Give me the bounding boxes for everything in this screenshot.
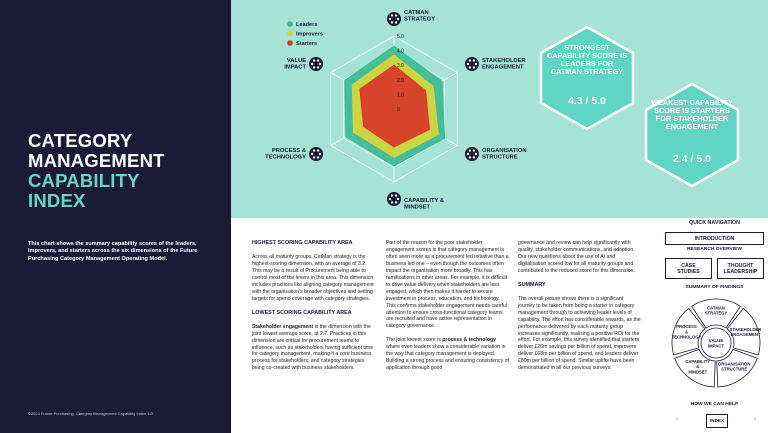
- strongest-score-value: 4.3 / 5.0: [568, 95, 606, 107]
- findings-wheel[interactable]: [670, 297, 762, 389]
- wheel-segment-label: ORGANISATION STRUCTURE: [718, 361, 751, 372]
- nav-research-overview-label: RESEARCH OVERVIEW: [686, 247, 743, 252]
- footer-note: ©2024 Future Purchasing. Category Management Capability Index 1.0: [28, 411, 153, 416]
- weakest-score-label: WEAKEST CAPABILITY SCORE IS STARTERS FOR STAKEHOLDER ENGAGEMENT: [651, 98, 733, 131]
- title-line-2: MANAGEMENT: [28, 150, 165, 171]
- lowest-scoring-rest: is the dimension with the joint lowest average score, at 2.7. Practices in this dimension are critical for procurement teams to influence, such as stakeholders having sufficient time for category management, making it a core business process for stakeholders, and category strategies being co-created with business stakeholders.: [252, 323, 374, 372]
- article-body: [231, 218, 661, 433]
- wheel-segment-label: CATMAN STRATEGY: [704, 305, 728, 316]
- article-column-1: [252, 240, 375, 379]
- lowest-scoring-text: [252, 324, 375, 373]
- article-column-3: [518, 240, 641, 379]
- axis-label: STAKEHOLDER ENGAGEMENT: [481, 58, 526, 71]
- wheel-segment-label: CAPABILITY & MINDSET: [685, 358, 711, 375]
- prev-arrow-icon[interactable]: ‹: [676, 416, 679, 423]
- axis-1-icon: [465, 57, 479, 71]
- axis-0-icon: [387, 12, 401, 26]
- axis-5-icon: [309, 57, 323, 71]
- wheel-segment-label: PROCESS & TECHNOLOGY: [671, 324, 702, 340]
- radar-tick-label: 3.0: [397, 63, 404, 70]
- radar-tick-label: 2.0: [397, 77, 404, 84]
- process-text-bold: process & technology: [442, 337, 496, 344]
- axis-label: CATMAN STRATEGY: [404, 10, 436, 23]
- axis-3-icon: [387, 192, 401, 206]
- nav-introduction-button[interactable]: INTRODUCTION: [665, 232, 764, 245]
- strongest-score-hexagon: [535, 26, 639, 130]
- axis-label: PROCESS & TECHNOLOGY: [265, 148, 307, 161]
- highest-scoring-text: Across all maturity groups, CatMan strategy is the highest-scoring dimension, with an average of 3.2. This may be a result of Procurement being able to control most of the levers in this area. This dimension includes practices like aligning category management with the organisation's broader objectives and setting targets for spend coverage with category strategies.: [252, 254, 374, 302]
- left-panel: [0, 0, 231, 433]
- legend-swatch: [287, 21, 293, 27]
- article-column-2: [386, 240, 509, 379]
- radar-tick-label: 1.0: [397, 92, 404, 99]
- legend-label: Leaders: [296, 22, 318, 28]
- radar-tick-label: 0: [397, 107, 400, 113]
- weakest-score-hexagon: [640, 83, 744, 187]
- title-highlight-line-1: CAPABILITY: [28, 170, 140, 191]
- chart-description: This chart shows the summary capability scores of the leaders, improvers, and starters across the six dimensions of the Future Purchasing Category Management Operating Model.: [28, 241, 198, 262]
- stakeholder-text: Part of the reason for the poor stakeholder engagement scores is that category management is often seen more as a procurement led initiative than a business led one – even though the outcomes often impact the organisation more broadly. This has ramifications in other areas. For example, it is difficult to drive value delivery when stakeholders are less engaged, which then makes it harder to secure investment in process, education, and technology. This confirms stakeholder engagement needs careful attention to ensure cross-functional category teams are recruited and have active representation in category governance.: [386, 240, 509, 330]
- title-line-1: CATEGORY: [28, 130, 133, 151]
- wheel-center-label: VALUE IMPACT: [707, 338, 725, 349]
- axis-label: VALUE IMPACT: [284, 58, 307, 71]
- nav-how-we-can-help-link[interactable]: HOW WE CAN HELP: [690, 402, 739, 407]
- nav-case-studies-button[interactable]: CASE STUDIES: [665, 258, 712, 279]
- summary-heading: SUMMARY: [518, 281, 546, 288]
- legend-swatch: [287, 40, 293, 46]
- radar-tick-label: 4.0: [397, 48, 404, 55]
- highest-scoring-heading: HIGHEST SCORING CAPABILITY AREA: [252, 240, 353, 246]
- process-technology-text: [386, 337, 509, 372]
- legend-swatch: [287, 31, 293, 37]
- strongest-score-label: STRONGEST CAPABILITY SCORE IS LEADERS FOR CATMAN STRATEGY: [547, 43, 628, 76]
- chart-legend: [287, 21, 323, 47]
- process-text-rest: where even leaders show a considerable variation in the way that category management is deployed. Building a strong process and ensuring consistency of application through good: [386, 344, 509, 372]
- summary-text: The overall picture shows there is a significant journey to be taken from being a starter in category management through to achieving leader levels of capability. The effort has considerable rewards, as the performance delivered by each maturity group increases significantly, realising a positive ROI for the effort. For example, this survey identified that starters deliver £26m savings per billion of spend, improvers deliver £68m per billion of spend, and leaders deliver £80m per billion of spend. Similar uplifts have been demonstrated in all our previous surveys.: [518, 295, 641, 372]
- hexagon-shape: [535, 26, 639, 130]
- axis-4-icon: [309, 147, 323, 161]
- next-arrow-icon[interactable]: ›: [754, 416, 757, 423]
- chart-panel: [231, 0, 768, 218]
- axis-2-icon: [465, 147, 479, 161]
- weakest-score-value: 2.4 / 5.0: [673, 153, 711, 165]
- process-text-start: The joint lowest score is: [386, 337, 443, 344]
- lowest-scoring-bold: Stakeholder engagement: [252, 323, 314, 330]
- axis-label: ORGANISATION STRUCTURE: [481, 148, 527, 161]
- nav-thought-leadership-button[interactable]: THOUGHT LEADERSHIP: [717, 258, 764, 279]
- nav-index-button[interactable]: INDEX: [706, 414, 728, 428]
- legend-label: Improvers: [296, 31, 324, 38]
- axis-label: CAPABILITY & MINDSET: [404, 198, 445, 211]
- title-highlight-line-2: INDEX: [28, 190, 86, 211]
- governance-text: governance and review can help significantly with quality, stakeholder communications, and adoption. Our new questions about the use of AI and digitalisation scored low for all maturity groups and contributed to the reduced score for this dimension.: [518, 240, 635, 274]
- nav-summary-of-findings-label: SUMMARY OF FINDINGS: [685, 285, 744, 290]
- radar-tick-label: 5.0: [397, 34, 404, 40]
- lowest-scoring-heading: LOWEST SCORING CAPABILITY AREA: [252, 309, 352, 316]
- page-title: [28, 131, 223, 211]
- legend-label: Starters: [296, 41, 318, 47]
- quick-navigation-title: QUICK NAVIGATION: [688, 220, 740, 226]
- wheel-segment-label: STAKEHOLDER ENGAGEMENT: [729, 326, 762, 338]
